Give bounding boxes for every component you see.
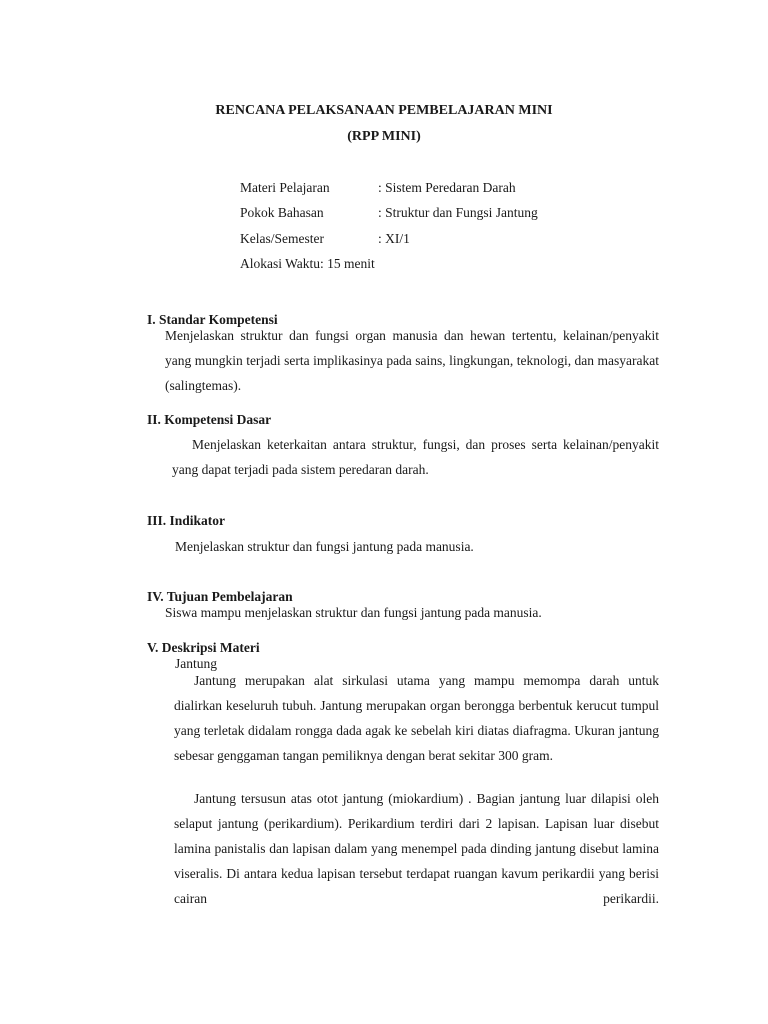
meta-value-pokok: : Struktur dan Fungsi Jantung: [378, 205, 538, 220]
meta-label-materi: Materi Pelajaran: [240, 180, 330, 195]
document-title: RENCANA PELAKSANAAN PEMBELAJARAN MINI: [215, 103, 553, 118]
section-text-tujuan: Siswa mampu menjelaskan struktur dan fungsi jantung pada manusia.: [165, 605, 542, 620]
meta-label-kelas: Kelas/Semester: [240, 231, 324, 246]
meta-label-pokok: Pokok Bahasan: [240, 205, 324, 220]
section-heading-standar-kompetensi: I. Standar Kompetensi: [147, 312, 278, 327]
meta-label-alokasi: Alokasi Waktu: 15 menit: [240, 256, 375, 271]
section-text-indikator: Menjelaskan struktur dan fungsi jantung pada manusia.: [175, 539, 474, 554]
section-text-kompetensi-dasar: Menjelaskan keterkaitan antara struktur, fungsi, dan proses serta kelainan/penyakit yang dapat terjadi pada sistem peredaran darah.: [172, 437, 659, 477]
section-text-standar-kompetensi: Menjelaskan struktur dan fungsi organ manusia dan hewan tertentu, kelainan/penyakit yang mungkin terjadi serta implikasinya pada sains, lingkungan, teknologi, dan masyarakat (salingtemas).: [165, 328, 659, 393]
meta-value-materi: : Sistem Peredaran Darah: [378, 180, 516, 195]
paragraph-jantung-1: Jantung merupakan alat sirkulasi utama yang mampu memompa darah untuk dialirkan keseluruh tubuh. Jantung merupakan organ berongga berbentuk kerucut tumpul yang terletak didalam rongga dada agak ke sebelah kiri diatas diafragma. Ukuran jantung sebesar genggaman tangan pemiliknya dengan berat sekitar 300 gram.: [174, 673, 659, 763]
section-heading-indikator: III. Indikator: [147, 513, 226, 528]
document-subtitle: (RPP MINI): [347, 129, 421, 144]
section-heading-tujuan: IV. Tujuan Pembelajaran: [147, 589, 293, 604]
section-heading-kompetensi-dasar: II. Kompetensi Dasar: [147, 412, 272, 427]
paragraph-jantung-2: Jantung tersusun atas otot jantung (miokardium) . Bagian jantung luar dilapisi oleh selaput jantung (perikardium). Perikardium terdiri dari 2 lapisan. Lapisan luar disebut lamina panistalis dan lapisan dalam yang menempel pada dinding jantung disebut lamina viseralis. Di antara kedua lapisan tersebut terdapat ruangan kavum perikardii yang berisi cairan perikardii.: [174, 791, 659, 906]
section-subheading-jantung: Jantung: [175, 656, 217, 671]
meta-value-kelas: : XI/1: [378, 231, 410, 246]
section-heading-deskripsi-materi: V. Deskripsi Materi: [147, 640, 260, 655]
